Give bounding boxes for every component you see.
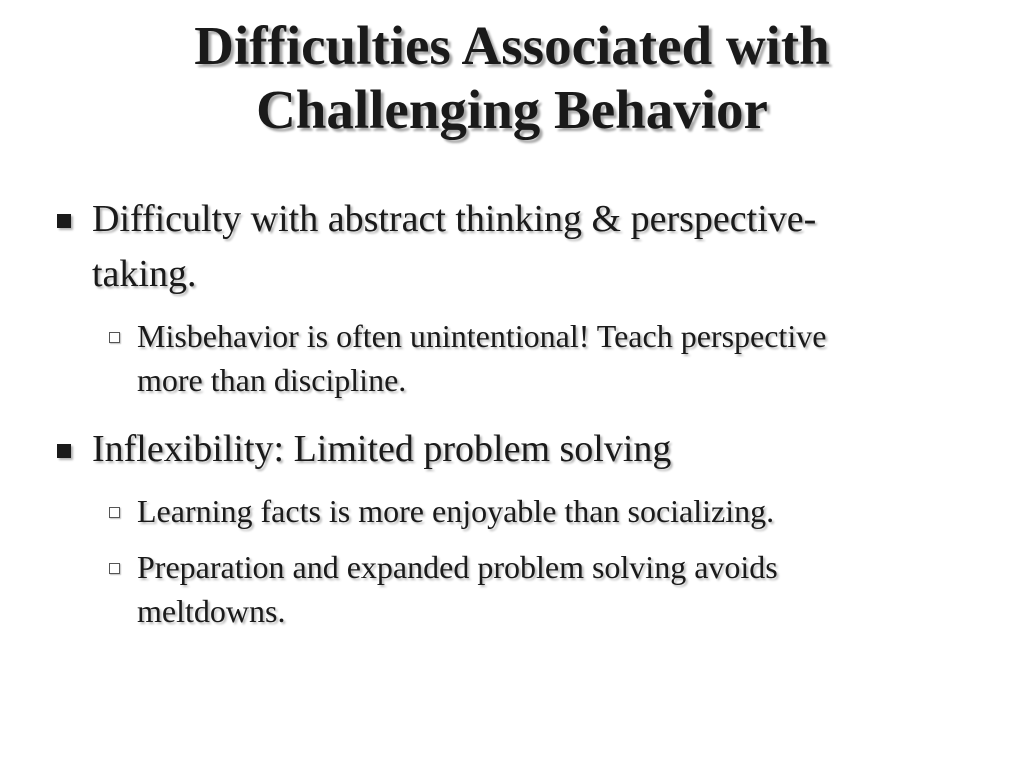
square-bullet-icon — [57, 444, 71, 458]
square-bullet-icon — [57, 214, 71, 228]
sub-bullet-1-1-line-2: more than discipline. — [137, 362, 407, 398]
hollow-square-bullet-icon — [109, 563, 120, 574]
bullet-item-2 — [92, 422, 952, 477]
sub-bullet-item-1-1 — [137, 314, 977, 402]
title-line-2: Challenging Behavior — [256, 79, 768, 140]
hollow-square-bullet-icon — [109, 507, 120, 518]
sub-bullet-2-1-line-1: Learning facts is more enjoyable than socializing. — [137, 493, 775, 529]
slide-title — [60, 14, 964, 142]
bullet-1-line-2: taking. — [92, 253, 197, 295]
sub-bullet-2-2-line-2: meltdowns. — [137, 593, 286, 629]
sub-bullet-item-2-1 — [137, 489, 977, 533]
sub-bullet-1-1-line-1: Misbehavior is often unintentional! Teach perspective — [137, 318, 827, 354]
hollow-square-bullet-icon — [109, 332, 120, 343]
sub-bullet-item-2-2 — [137, 545, 977, 633]
title-line-1: Difficulties Associated with — [194, 15, 830, 76]
sub-bullet-2-2-line-1: Preparation and expanded problem solving avoids — [137, 549, 778, 585]
bullet-2-line-1: Inflexibility: Limited problem solving — [92, 428, 672, 470]
bullet-item-1 — [92, 192, 952, 247]
bullet-1-line-1: Difficulty with abstract thinking & perspective- — [92, 198, 817, 240]
bullet-item-1-continuation — [92, 247, 952, 302]
slide-body — [0, 192, 1024, 633]
